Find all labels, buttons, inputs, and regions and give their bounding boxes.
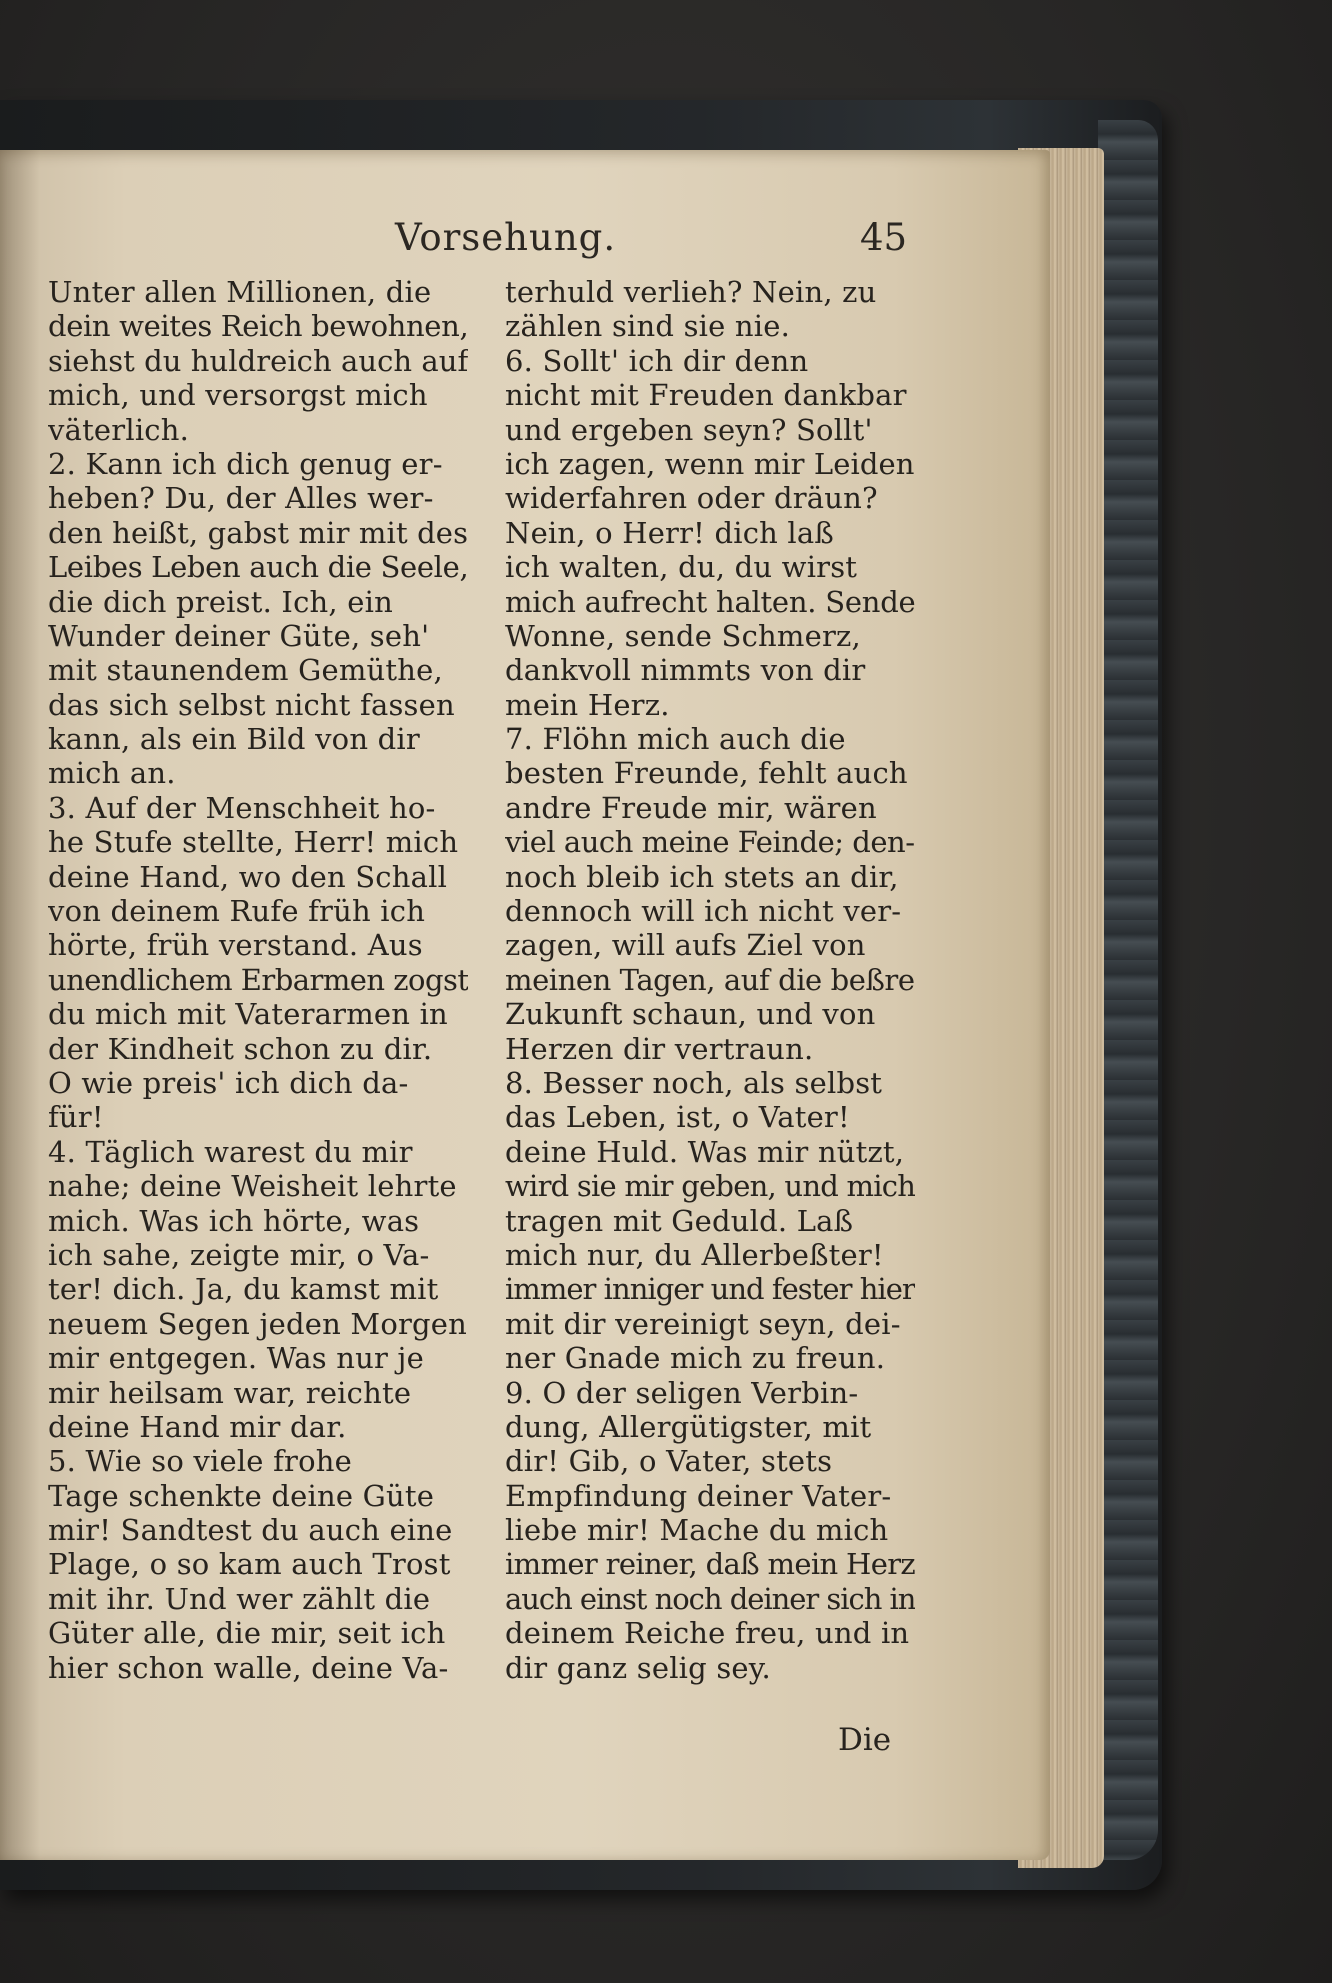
book-spine-edge — [1098, 120, 1158, 1860]
text-line: Leibes Leben auch die Seele, — [48, 550, 468, 585]
running-head: Vorsehung. — [395, 216, 617, 259]
text-line: andre Freude mir, wären — [505, 790, 877, 825]
text-line: 8. Besser noch, als selbst — [505, 1065, 883, 1100]
text-line: dennoch will ich nicht ver- — [505, 894, 902, 929]
text-line: ich zagen, wenn mir Leiden — [505, 446, 915, 481]
text-line: Nein, o Herr! dich laß — [505, 515, 834, 550]
text-line: meinen Tagen, auf die beßre — [505, 962, 915, 997]
text-line: wird sie mir geben, und mich — [505, 1169, 915, 1204]
text-line: 9. O der seligen Verbin- — [505, 1375, 859, 1410]
text-line: dir! Gib, o Vater, stets — [505, 1444, 833, 1479]
catchword: Die — [838, 1722, 892, 1758]
text-line: nicht mit Freuden dankbar — [505, 378, 907, 413]
text-line: nahe; deine Weisheit lehrte — [48, 1169, 457, 1204]
text-line: der Kindheit schon zu dir. — [48, 1031, 433, 1066]
page-number: 45 — [860, 216, 908, 259]
text-line: Herzen dir vertraun. — [505, 1031, 814, 1066]
text-line: für! — [48, 1100, 104, 1135]
text-line: deinem Reiche freu, und in — [505, 1616, 910, 1651]
text-line: deine Hand mir dar. — [48, 1409, 347, 1444]
text-line: mich aufrecht halten. Sende — [505, 584, 915, 619]
text-line: neuem Segen jeden Morgen — [48, 1306, 468, 1341]
text-line: immer inniger und fester hier — [505, 1272, 915, 1307]
text-line: 5. Wie so viele frohe — [48, 1444, 352, 1479]
text-line: liebe mir! Mache du mich — [505, 1513, 889, 1548]
text-line: ner Gnade mich zu freun. — [505, 1341, 886, 1376]
text-line: widerfahren oder dräun? — [505, 481, 878, 516]
text-line: väterlich. — [48, 412, 190, 447]
text-line: mit dir vereinigt seyn, dei- — [505, 1306, 901, 1341]
left-text-column — [48, 275, 468, 1685]
text-line: kann, als ein Bild von dir — [48, 722, 420, 757]
text-line: mich nur, du Allerbeßter! — [505, 1237, 884, 1272]
text-line: mir! Sandtest du auch eine — [48, 1513, 453, 1548]
right-text-column — [505, 275, 915, 1685]
text-line: O wie preis' ich dich da- — [48, 1065, 409, 1100]
text-line: besten Freunde, fehlt auch — [505, 756, 908, 791]
text-line: mir heilsam war, reichte — [48, 1375, 412, 1410]
text-line: mir entgegen. Was nur je — [48, 1341, 424, 1376]
text-line: das sich selbst nicht fassen — [48, 687, 455, 722]
text-line: 4. Täglich warest du mir — [48, 1134, 413, 1169]
text-line: 3. Auf der Menschheit ho- — [48, 790, 436, 825]
text-line: den heißt, gabst mir mit des — [48, 515, 468, 550]
text-line: Tage schenkte deine Güte — [48, 1478, 435, 1513]
text-line: hörte, früh verstand. Aus — [48, 928, 423, 963]
text-line: mit staunendem Gemüthe, — [48, 653, 443, 688]
text-line: zählen sind sie nie. — [505, 309, 791, 344]
text-line: terhuld verlieh? Nein, zu — [505, 275, 877, 309]
text-line: 6. Sollt' ich dir denn — [505, 343, 809, 378]
text-line: viel auch meine Feinde; den- — [505, 825, 915, 860]
text-line: siehst du huldreich auch auf — [48, 343, 468, 378]
text-line: du mich mit Vaterarmen in — [48, 997, 448, 1032]
text-line: mich an. — [48, 756, 176, 791]
text-line: dein weites Reich bewohnen, — [48, 309, 468, 344]
text-line: unendlichem Erbarmen zogst — [48, 962, 468, 997]
text-line: heben? Du, der Alles wer- — [48, 481, 434, 516]
text-line: Unter allen Millionen, die — [48, 275, 432, 309]
text-line: mit ihr. Und wer zählt die — [48, 1581, 431, 1616]
text-line: deine Hand, wo den Schall — [48, 859, 448, 894]
text-line: dung, Allergütigster, mit — [505, 1409, 872, 1444]
text-line: zagen, will aufs Ziel von — [505, 928, 866, 963]
text-line: Zukunft schaun, und von — [505, 997, 876, 1032]
text-line: tragen mit Geduld. Laß — [505, 1203, 854, 1238]
text-line: Empfindung deiner Vater- — [505, 1478, 892, 1513]
text-line: ich sahe, zeigte mir, o Va- — [48, 1237, 430, 1272]
text-line: 7. Flöhn mich auch die — [505, 722, 846, 757]
text-line: mich, und versorgst mich — [48, 378, 428, 413]
text-line: und ergeben seyn? Sollt' — [505, 412, 873, 447]
text-line: ich walten, du, du wirst — [505, 550, 858, 585]
text-line: 2. Kann ich dich genug er- — [48, 446, 443, 481]
text-line: he Stufe stellte, Herr! mich — [48, 825, 459, 860]
text-line: hier schon walle, deine Va- — [48, 1650, 449, 1685]
text-line: immer reiner, daß mein Herz — [505, 1547, 915, 1582]
text-line: dankvoll nimmts von dir — [505, 653, 866, 688]
text-line: mich. Was ich hörte, was — [48, 1203, 420, 1238]
text-line: mein Herz. — [505, 687, 670, 722]
text-line: Güter alle, die mir, seit ich — [48, 1616, 446, 1651]
text-line: das Leben, ist, o Vater! — [505, 1100, 850, 1135]
text-line: dir ganz selig sey. — [505, 1650, 771, 1685]
text-line: von deinem Rufe früh ich — [48, 894, 426, 929]
text-line: Wunder deiner Güte, seh' — [48, 618, 430, 653]
text-line: ter! dich. Ja, du kamst mit — [48, 1272, 439, 1307]
text-line: Wonne, sende Schmerz, — [505, 618, 861, 653]
text-line: deine Huld. Was mir nützt, — [505, 1134, 905, 1169]
text-line: die dich preist. Ich, ein — [48, 584, 393, 619]
page-gutter-shadow — [0, 150, 40, 1860]
text-line: auch einst noch deiner sich in — [505, 1581, 915, 1616]
text-line: Plage, o so kam auch Trost — [48, 1547, 451, 1582]
text-line: noch bleib ich stets an dir, — [505, 859, 899, 894]
